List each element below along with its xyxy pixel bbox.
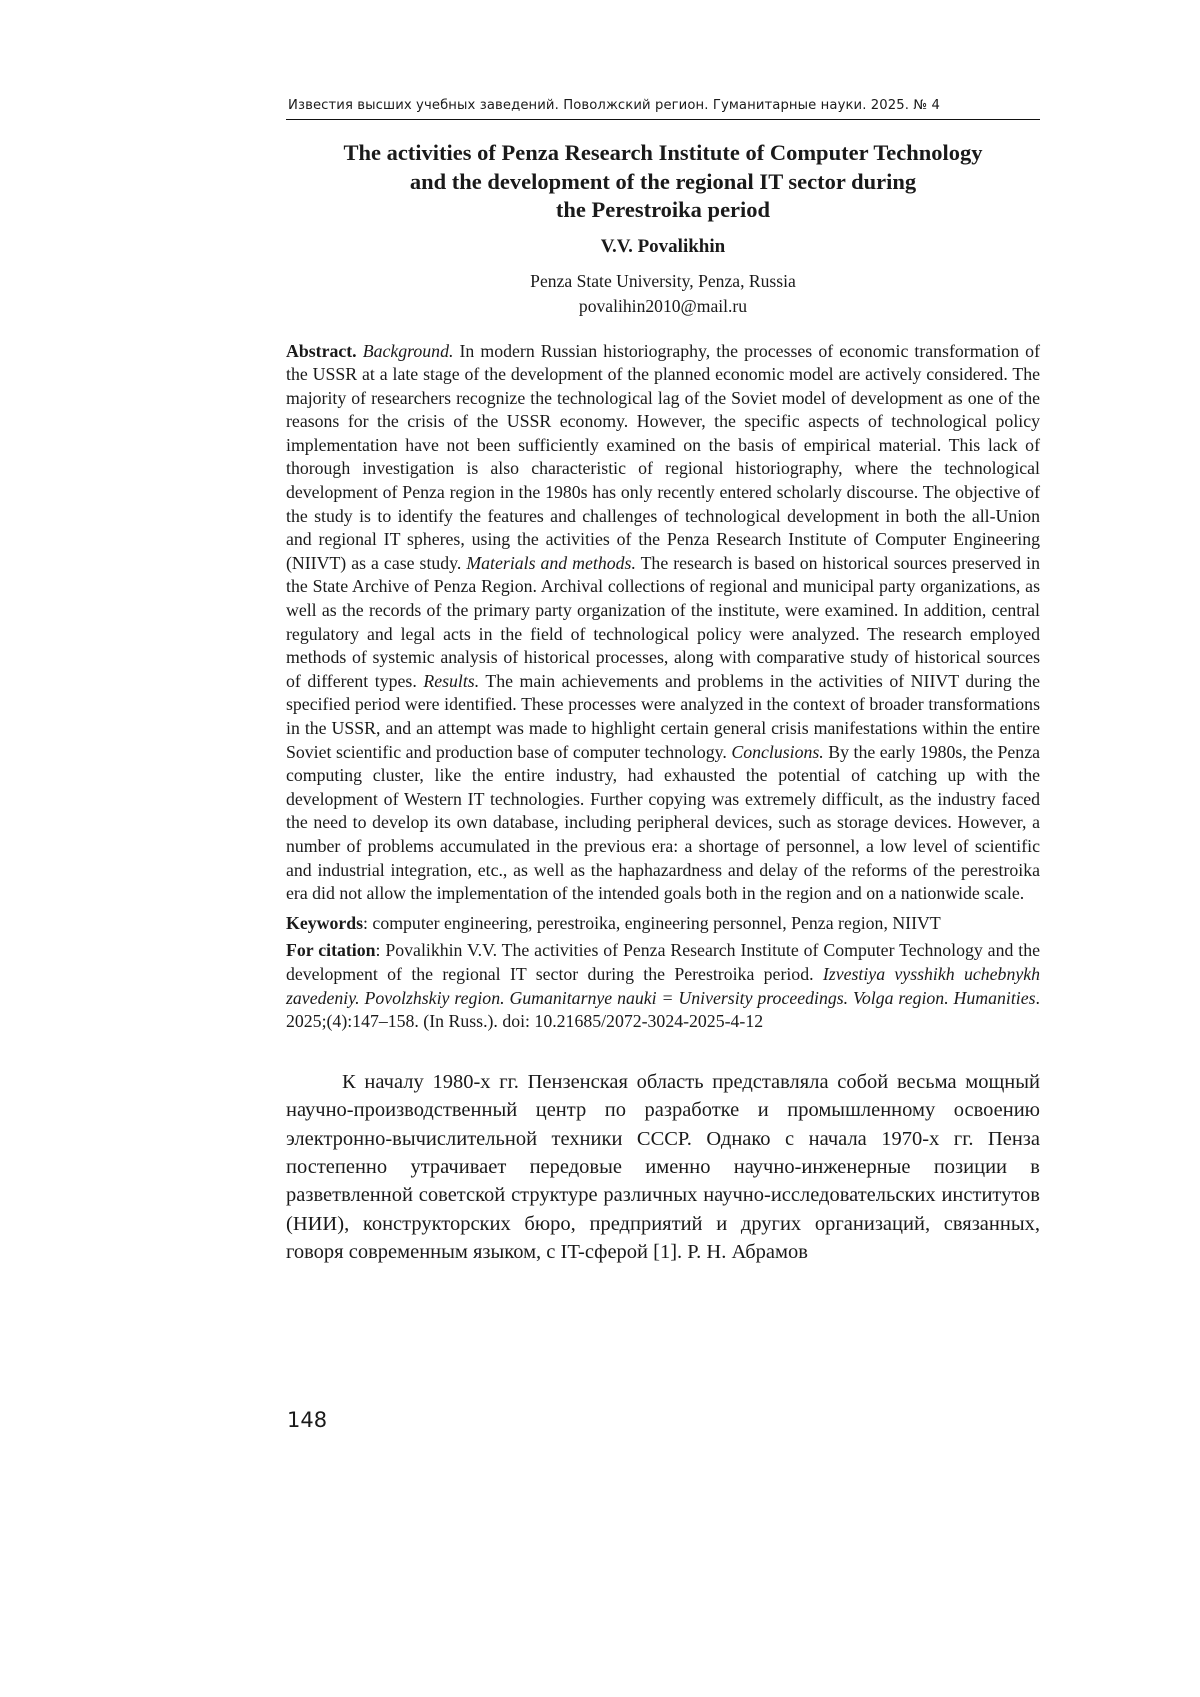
- methods-text: The research is based on historical sources preserved in the State Archive of Penza Region. Archival collections of regional and municipal party organizations, as well as the records of the primary party organization of the institute, were examined. In addition, central regulatory and legal acts in the field of technological policy were analyzed. The research employed methods of systemic analysis of historical processes, along with comparative study of historical sources of different types.: [286, 552, 1040, 691]
- citation-journal: Izvestiya vysshikh uchebnykh zavedeniy. Povolzhskiy region. Gumanitarnye nauki = University proceedings. Volga region. Humanities: [286, 963, 1041, 1008]
- author-name: V.V. Povalikhin: [600, 235, 726, 257]
- running-head: Известия высших учебных заведений. Поволжский регион. Гуманитарные науки. 2025. № 4: [286, 98, 1040, 120]
- keywords: [286, 912, 1040, 936]
- abstract: [286, 340, 1040, 906]
- conclusions-text: By the early 1980s, the Penza computing cluster, like the entire industry, had exhausted the potential of catching up with the development of Western IT technologies. Further copying was extremely difficult, as the industry faced the need to develop its own database, including peripheral devices, such as storage devices. However, a number of problems accumulated in the previous era: a shortage of personnel, a low level of scientific and industrial integration, etc., as well as the haphazardness and delay of the reforms of the perestroika era did not allow the implementation of the intended goals both in the region and on a nationwide scale.: [286, 741, 1040, 904]
- citation: [286, 939, 1040, 1033]
- citation-details: . 2025;(4):147–158. (In Russ.). doi: 10.21685/2072-3024-2025-4-12: [286, 987, 1040, 1032]
- abstract-label: Abstract.: [286, 340, 357, 361]
- title-line: The activities of Penza Research Institute of Computer Technology: [343, 140, 983, 165]
- results-text: The main achievements and problems in the activities of NIIVT during the specified period were identified. These processes were analyzed in the context of broader transformations in the USSR, and an attempt was made to highlight certain general crisis manifestations within the entire Soviet scientific and production base of computer technology.: [286, 670, 1040, 762]
- author-affiliation: Penza State University, Penza, Russia: [530, 270, 796, 291]
- title-line: and the development of the regional IT sector during: [409, 168, 917, 194]
- keywords-text: : computer engineering, perestroika, engineering personnel, Penza region, NIIVT: [363, 912, 941, 933]
- results-label: Results.: [423, 670, 480, 691]
- methods-label: Materials and methods.: [466, 552, 636, 573]
- conclusions-label: Conclusions.: [731, 741, 824, 762]
- citation-text: : Povalikhin V.V. The activities of Penza Research Institute of Computer Technology and the development of the regional IT sector during the Perestroika period.: [286, 940, 1040, 984]
- title-line: the Perestroika period: [555, 197, 771, 222]
- background-label: Background.: [362, 340, 454, 361]
- page-number: 148: [287, 1408, 328, 1432]
- keywords-label: Keywords: [286, 912, 364, 933]
- body-paragraph: К началу 1980-х гг. Пензенская область представляла собой весьма мощный научно-производственный центр по разработке и промышленному освоению электронно-вычислительной техники СССР. Однако с начала 1970-х гг. Пенза постепенно утрачивает передовые именно научно-инженерные позиции в разветвленной советской структуре различных научно-исследовательских институтов (НИИ), конструкторских бюро, предприятий и других организаций, связанных, говоря современным языком, с IT-сферой [1]. Р. Н. Абрамов: [286, 1070, 1040, 1264]
- page: [286, 98, 1040, 1267]
- author-email: povalihin2010@mail.ru: [578, 295, 748, 316]
- citation-label: For citation: [286, 940, 376, 961]
- article-title: [286, 139, 1040, 225]
- background-text: In modern Russian historiography, the processes of economic transformation of the USSR at a late stage of the development of the planned economic model are actively considered. The majority of researchers recognize the technological lag of the Soviet model of development as one of the reasons for the crisis of the USSR economy. However, the specific aspects of technological policy implementation have not been sufficiently examined on the basis of empirical material. This lack of thorough investigation is also characteristic of regional historiography, where the technological development of Penza region in the 1980s has only recently entered scholarly discourse. The objective of the study is to identify the features and challenges of technological development in both the all-Union and regional IT spheres, using the activities of the Penza Research Institute of Computer Engineering (NIIVT) as a case study.: [286, 340, 1040, 573]
